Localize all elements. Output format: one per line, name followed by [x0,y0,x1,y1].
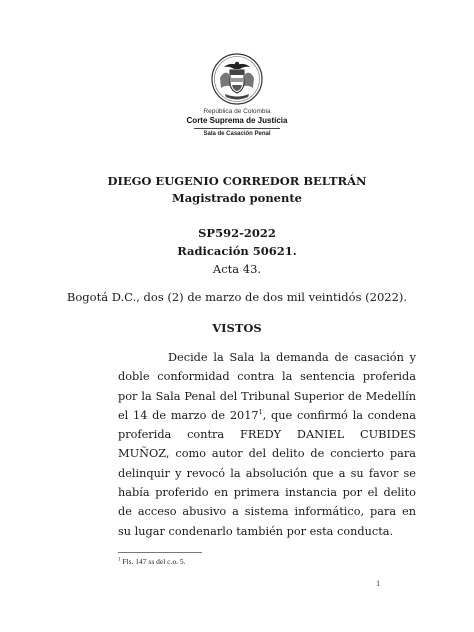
magistrate-name: DIEGO EUGENIO CORREDOR BELTRÁN [107,174,367,188]
footnote-number: 1 [118,557,121,563]
body-paragraph [118,348,416,541]
institution-chamber: Sala de Casación Penal [203,131,271,137]
page-number: 1 [376,578,381,588]
place-date: Bogotá D.C., dos (2) de marzo de dos mil veintidós (2022). [66,290,408,304]
radicacion: Radicación 50621. [177,244,297,258]
acta: Acta 43. [212,262,262,276]
seal [0,52,474,106]
institution-country: República de Colombia [203,108,271,115]
colombia-coat-of-arms-icon [210,52,264,106]
body-text-part2: , que confirmó la condena proferida contra FREDY DANIEL CUBIDES MUÑOZ, como autor del delito de concierto para delinquir y revocó la absolución que a su favor se había proferido en primera instancia por el delito de acceso abusivo a sistema informático, para en su lugar condenarlo también por esta conducta. [118,408,417,538]
institution-court: Corte Suprema de Justicia [186,116,288,125]
institution-divider [194,128,280,129]
section-title: VISTOS [212,321,262,335]
magistrate-role: Magistrado ponente [172,191,302,205]
footnote-reference[interactable]: 1 [258,408,263,417]
footnote-text: Fls. 147 ss del c.o. 5. [120,557,186,566]
footnote [118,557,186,566]
case-number: SP592-2022 [198,226,276,240]
body-text-part1: Decide la Sala la demanda de casación y doble conformidad contra la sentencia proferida por la Sala Penal del Tribunal Superior de Medellín el 14 de marzo de 2017 [118,351,416,422]
footnote-divider [118,552,202,553]
